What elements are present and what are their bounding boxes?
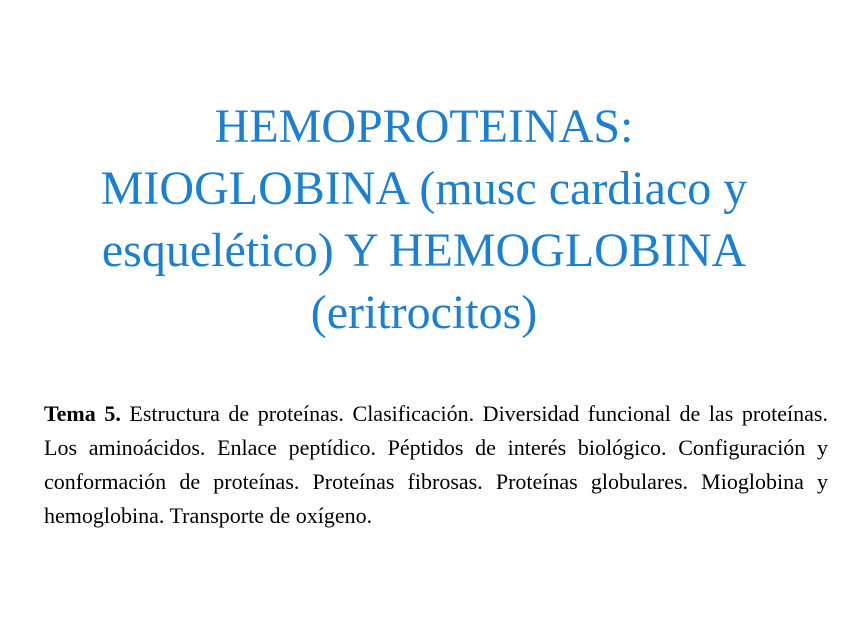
topic-text: Estructura de proteínas. Clasificación. Diversidad funcional de las proteínas. Los aminoácidos. Enlace peptídico. Péptidos de interés biológico. Configuración y conformación de proteínas. Proteínas fibrosas. Proteínas globulares. Mioglobina y hemoglobina. Transporte de oxígeno. — [44, 401, 828, 528]
title-line-1: HEMOPROTEINAS: — [214, 100, 634, 153]
slide-title — [40, 96, 808, 344]
topic-description — [44, 397, 828, 533]
title-line-4: (eritrocitos) — [310, 286, 538, 339]
title-line-2: MIOGLOBINA (musc cardiaco y — [100, 162, 748, 215]
title-line-3: esquelético) Y HEMOGLOBINA — [101, 224, 747, 277]
topic-label: Tema 5. — [44, 401, 121, 426]
